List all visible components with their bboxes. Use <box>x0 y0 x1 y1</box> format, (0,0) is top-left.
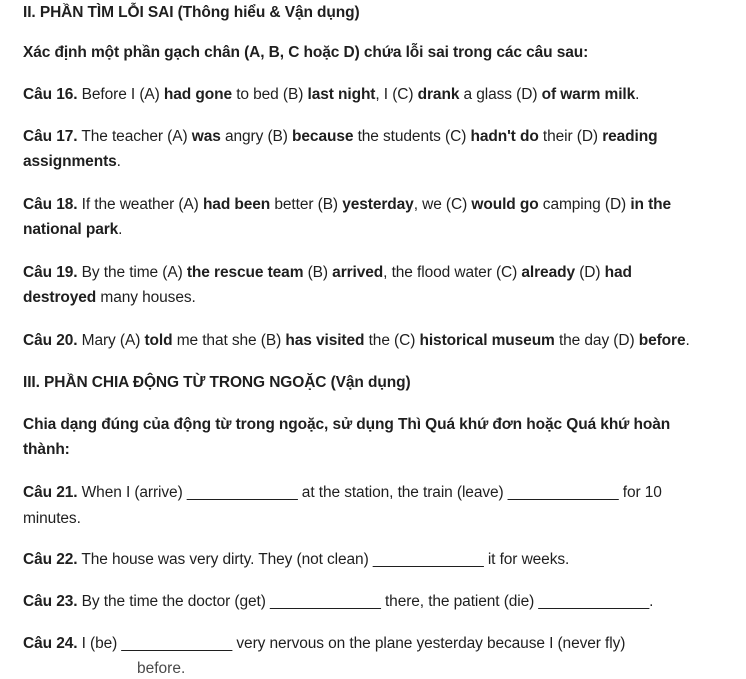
underlined-option-text: hadn't do <box>470 128 539 145</box>
question-label: Câu 21. <box>23 484 78 501</box>
question-23 <box>23 592 653 612</box>
underlined-option-text: arrived <box>332 264 384 281</box>
section-2-heading: II. PHẦN TÌM LỖI SAI (Thông hiểu & Vận dụng) <box>23 4 360 21</box>
sentence-text: Mary (A) <box>77 332 145 349</box>
sentence-text: better (B) <box>270 196 343 213</box>
sentence-text: (B) <box>303 264 333 281</box>
sentence-text: , we (C) <box>413 196 472 213</box>
question-17-continuation <box>23 152 121 172</box>
underlined-option-text: in the <box>630 196 672 213</box>
underlined-option-text: had <box>604 264 632 281</box>
question-label: Câu 19. <box>23 264 78 281</box>
underlined-option-text: because <box>292 128 354 145</box>
underlined-option-text: was <box>191 128 221 145</box>
underlined-option-text: has visited <box>285 332 365 349</box>
sentence-text: Before I (A) <box>77 86 164 103</box>
underlined-option-text: had gone <box>163 86 232 103</box>
question-19-continuation <box>23 288 196 308</box>
sentence-text: angry (B) <box>220 128 293 145</box>
question-24 <box>23 634 625 654</box>
question-text <box>77 128 657 145</box>
question-19 <box>23 263 632 283</box>
question-text <box>77 332 689 349</box>
question-18-continuation <box>23 220 122 240</box>
sentence-text: . <box>116 153 121 170</box>
sentence-text: By the time (A) <box>77 264 187 281</box>
question-label: Câu 17. <box>23 128 78 145</box>
sentence-text: many houses. <box>96 289 196 306</box>
underlined-option-text: reading <box>602 128 658 145</box>
sentence-text: . <box>118 221 123 238</box>
sentence-text: the day (D) <box>554 332 639 349</box>
sentence-text: The teacher (A) <box>77 128 192 145</box>
question-21-continuation: minutes. <box>23 510 81 527</box>
underlined-option-text: would go <box>471 196 539 213</box>
sentence-text: . <box>685 332 690 349</box>
sentence-text: a glass (D) <box>459 86 542 103</box>
question-text <box>77 264 631 281</box>
question-text: I (be) _____________ very nervous on the plane yesterday because I (never fly) <box>77 635 626 652</box>
sentence-text: , I (C) <box>375 86 418 103</box>
underlined-option-text: historical museum <box>419 332 555 349</box>
section-3-instruction-continuation: thành: <box>23 441 70 458</box>
sentence-text: their (D) <box>538 128 603 145</box>
question-text <box>77 86 639 103</box>
underlined-option-text: of warm milk <box>541 86 636 103</box>
question-18 <box>23 195 671 215</box>
underlined-option-text: already <box>521 264 575 281</box>
sentence-text: (D) <box>574 264 605 281</box>
question-17 <box>23 127 657 147</box>
underlined-option-text: told <box>144 332 173 349</box>
question-20 <box>23 331 690 351</box>
sentence-text: to bed (B) <box>232 86 308 103</box>
underlined-option-text: national park <box>23 221 119 238</box>
question-21 <box>23 483 662 503</box>
question-label: Câu 16. <box>23 86 78 103</box>
question-text: The house was very dirty. They (not clean) _____________ it for weeks. <box>77 551 570 568</box>
section-3-heading: III. PHẦN CHIA ĐỘNG TỪ TRONG NGOẶC (Vận dụng) <box>23 374 411 391</box>
question-label: Câu 23. <box>23 593 78 610</box>
question-label: Câu 20. <box>23 332 78 349</box>
underlined-option-text: drank <box>417 86 460 103</box>
question-24-continuation: before. <box>137 660 186 677</box>
underlined-option-text: the rescue team <box>186 264 304 281</box>
question-text: By the time the doctor (get) _____________ there, the patient (die) _____________. <box>77 593 654 610</box>
underlined-option-text: before <box>638 332 686 349</box>
question-text <box>77 196 671 213</box>
underlined-option-text: last night <box>307 86 376 103</box>
sentence-text: camping (D) <box>538 196 631 213</box>
section-2-instruction: Xác định một phần gạch chân (A, B, C hoặc D) chứa lỗi sai trong các câu sau: <box>23 44 589 61</box>
sentence-text: the students (C) <box>353 128 471 145</box>
sentence-text: If the weather (A) <box>77 196 203 213</box>
question-22 <box>23 550 569 570</box>
underlined-option-text: yesterday <box>342 196 414 213</box>
question-label: Câu 24. <box>23 635 78 652</box>
question-label: Câu 18. <box>23 196 78 213</box>
question-text: When I (arrive) _____________ at the station, the train (leave) _____________ for 10 <box>77 484 662 501</box>
question-label: Câu 22. <box>23 551 78 568</box>
section-3-instruction: Chia dạng đúng của động từ trong ngoặc, sử dụng Thì Quá khứ đơn hoặc Quá khứ hoàn <box>23 416 671 433</box>
underlined-option-text: destroyed <box>23 289 97 306</box>
underlined-option-text: had been <box>202 196 271 213</box>
sentence-text: . <box>635 86 640 103</box>
underlined-option-text: assignments <box>23 153 117 170</box>
question-16 <box>23 85 639 105</box>
sentence-text: me that she (B) <box>172 332 286 349</box>
sentence-text: , the flood water (C) <box>383 264 522 281</box>
sentence-text: the (C) <box>364 332 420 349</box>
